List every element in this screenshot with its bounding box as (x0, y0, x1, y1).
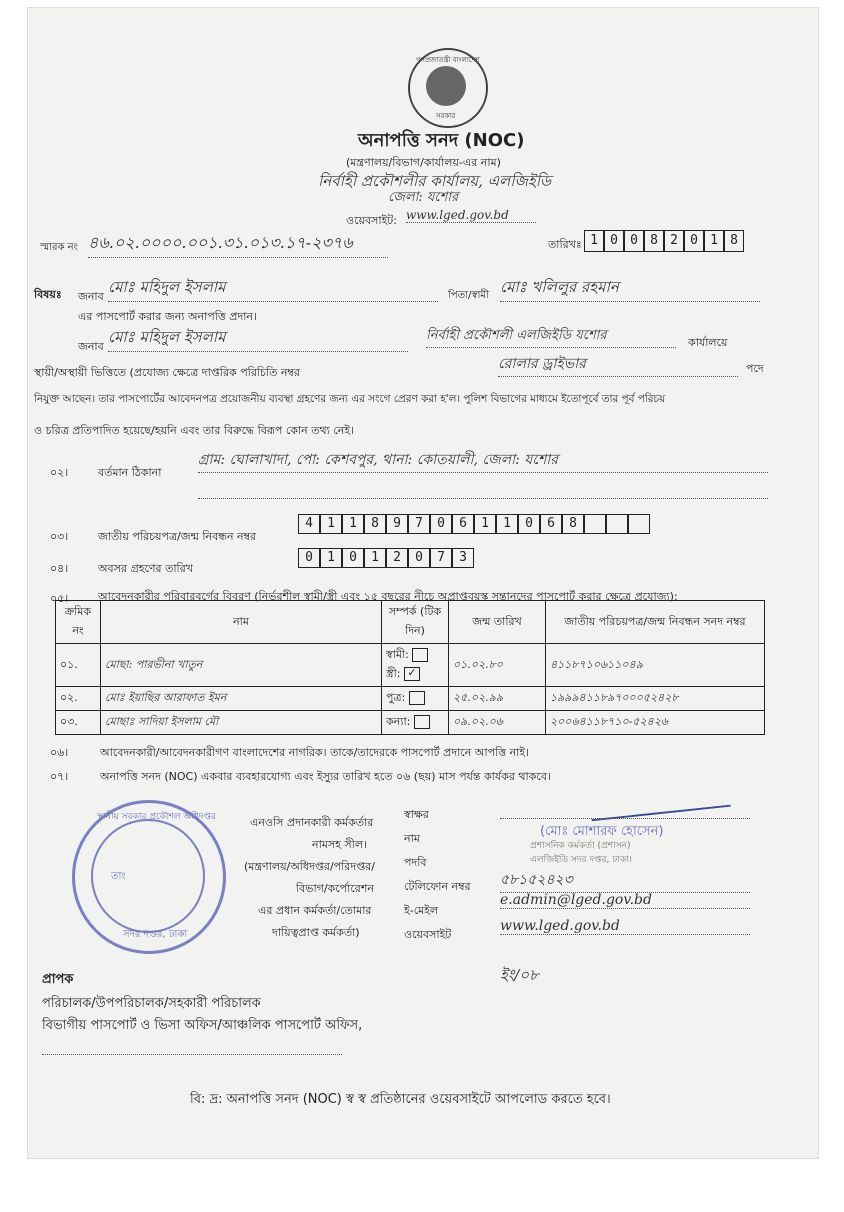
nid-label: জাতীয় পরিচয়পত্র/জন্ম নিবন্ধন নম্বর (98, 530, 257, 543)
body-paragraph-1: নিযুক্ত আছেন। তার পাসপোর্টের আবেদনপত্র প্রয়োজনীয় ব্যবস্থা গ্রহণের জন্য এর সংগে প্রেরণ করা হ'ল। পুলিশ বিভাগের মাধ্যমে ইতোপূর্বে তার পূর্ব পরিচয় (34, 393, 666, 405)
father-name: মোঃ খলিলুর রহমান (500, 276, 760, 302)
nid-digit-box: 4 (298, 514, 320, 534)
email-label: ই-মেইল (404, 904, 439, 917)
issuer-line: এর প্রধান কর্মকর্তা/তোমার (258, 904, 372, 917)
body-applicant-name: মোঃ মহিদুল ইসলাম (108, 326, 408, 352)
retire-digit-box: 1 (320, 548, 342, 568)
family-table (55, 600, 765, 735)
footer-note: বি: দ্র: অনাপত্তি সনদ (NOC) স্ব স্ব প্রতিষ্ঠানের ওয়েবসাইটে আপলোড করতে হবে। (190, 1092, 611, 1107)
memo-label: স্মারক নং (40, 242, 78, 253)
designation-suffix: পদে (746, 362, 764, 375)
initial-note: ইং/০৮ (500, 966, 539, 984)
permanent-text: স্থায়ী/অস্থায়ী ভিত্তিতে (প্রযোজ্য ক্ষেত্রে দাপ্তরিক পরিচিতি নম্বর (34, 366, 300, 379)
issuer-post-office: এলজিইডি সদর দপ্তর, ঢাকা। (530, 855, 633, 865)
issuer-line: নামসহ সীল। (312, 838, 367, 851)
col-name: নাম (101, 601, 382, 644)
table-row (56, 711, 765, 735)
subject-janab: জনাব (78, 290, 104, 303)
recipient-blank-line (42, 1052, 342, 1055)
nid-digit-box (628, 514, 650, 534)
date-digit-box: 8 (644, 230, 664, 252)
item-04-number: ০৪। (50, 562, 69, 575)
row-relation (382, 644, 449, 687)
document-sheet (28, 8, 818, 1158)
family-label: আবেদনকারীর পরিবারবর্গের বিবরণ (নির্ভরশীল স্বামী/স্ত্রী এবং ১৫ বছরের নীচে অপ্রাপ্তবয়স্ক সন্তানদের পাসপোর্ট করার ক্ষেত্রে প্রযোজ্য): (98, 590, 678, 603)
retire-digit-box: 7 (430, 548, 452, 568)
father-label: পিতা/স্বামী (448, 290, 489, 301)
body-janab: জনাব (78, 340, 104, 353)
retire-digit-box: 2 (386, 548, 408, 568)
government-seal-icon (408, 48, 488, 128)
row-id: ৪১১৮৭১০৬১১০৪৯ (546, 644, 765, 687)
col-dob: জন্ম তারিখ (449, 601, 546, 644)
seal-center-text: তাং (111, 871, 126, 882)
table-row (56, 687, 765, 711)
memo-number: ৪৬.০২.০০০০.০০১.৩১.০১৩.১৭-২৩৭৬ (88, 230, 388, 258)
website-value: www.lged.gov.bd (406, 208, 536, 223)
seal-emblem (426, 66, 466, 106)
nid-boxes (298, 514, 650, 534)
nid-digit-box: 0 (430, 514, 452, 534)
body-paragraph-2: ও চরিত্র প্রতিপাদিত হয়েছে/হয়নি এবং তার বিরুদ্ধে বিরূপ কোন তথ্য নেই। (34, 424, 354, 437)
nid-digit-box: 1 (496, 514, 518, 534)
office-name: নির্বাহী প্রকৌশলীর কার্যালয়, এলজিইডি (318, 172, 552, 190)
name-label: নাম (404, 832, 420, 845)
item-06-number: ০৬। (50, 746, 69, 759)
date-digit-box: 0 (624, 230, 644, 252)
address-label: বর্তমান ঠিকানা (98, 466, 162, 479)
row-id: ২০০৬৪১১৮৭১০-৫২৪২৬ (546, 711, 765, 735)
item-07-number: ০৭। (50, 770, 69, 783)
date-digit-box: 0 (604, 230, 624, 252)
nid-digit-box: 8 (364, 514, 386, 534)
seal-bottom-text: সদর দপ্তর, ঢাকা (123, 929, 188, 940)
item-05-number: ০৫। (50, 592, 69, 605)
nid-digit-box: 1 (342, 514, 364, 534)
designation: রোলার ড্রাইভার (498, 352, 738, 377)
row-name: মোছাঃ সাদিয়া ইসলাম মৌ (101, 711, 382, 735)
signature-line (500, 816, 750, 819)
applicant-name: মোঃ মহিদুল ইসলাম (108, 276, 438, 302)
issuer-email: e.admin@lged.gov.bd (500, 892, 750, 909)
phone-label: টেলিফোন নম্বর (404, 880, 471, 893)
nid-digit-box: 7 (408, 514, 430, 534)
retire-digit-box: 0 (342, 548, 364, 568)
date-digit-box: 2 (664, 230, 684, 252)
retire-digit-box: 3 (452, 548, 474, 568)
relation-checkbox (409, 691, 425, 705)
nid-digit-box (584, 514, 606, 534)
retire-label: অবসর গ্রহণের তারিখ (98, 562, 193, 575)
seal-inner-ring (91, 819, 205, 933)
body-office: নির্বাহী প্রকৌশলী এলজিইডি যশোর (426, 326, 676, 348)
date-digit-box: 8 (724, 230, 744, 252)
nid-digit-box: 8 (562, 514, 584, 534)
row-serial: ০৩. (56, 711, 101, 735)
issuer-website: www.lged.gov.bd (500, 918, 750, 935)
relation-checkbox (414, 715, 430, 729)
issuer-name: (মোঃ মোশারফ হোসেন) (540, 824, 664, 839)
post-label: পদবি (404, 856, 427, 869)
recipient-line-2: বিভাগীয় পাসপোর্ট ও ভিসা অফিস/আঞ্চলিক পাসপোর্ট অফিস, (42, 1018, 363, 1033)
seal-ring-text: গণপ্রজাতন্ত্রী বাংলাদেশ (416, 56, 480, 64)
date-digit-box: 1 (704, 230, 724, 252)
row-relation (382, 687, 449, 711)
col-relation: সম্পর্ক (টিক দিন) (382, 601, 449, 644)
nid-digit-box (606, 514, 628, 534)
relation-label: স্বামী: (386, 648, 409, 661)
col-serial: ক্রমিক নং (56, 601, 101, 644)
nid-digit-box: 6 (540, 514, 562, 534)
relation-label: কন্যা: (386, 715, 411, 728)
issuer-line: বিভাগ/কর্পোরেশন (296, 882, 374, 895)
item-03-number: ০৩। (50, 530, 69, 543)
row-serial: ০১. (56, 644, 101, 687)
subject-label: বিষয়ঃ (34, 288, 62, 301)
row-name: মোঃ ইয়াছির আরাফাত ইমন (101, 687, 382, 711)
date-digit-box: 0 (684, 230, 704, 252)
subject-line2: এর পাসপোর্ট করার জন্য অনাপত্তি প্রদান। (78, 310, 257, 323)
retire-date-boxes (298, 548, 474, 568)
seal-bottom-text: সরকার (436, 112, 456, 120)
row-relation (382, 711, 449, 735)
page-title: অনাপত্তি সনদ (NOC) (358, 130, 525, 151)
retire-digit-box: 0 (408, 548, 430, 568)
nid-digit-box: 0 (518, 514, 540, 534)
issuer-line: এনওসি প্রদানকারী কর্মকর্তার (250, 816, 374, 829)
issuer-line: (মন্ত্রণালয়/অধিদপ্তর/পরিদপ্তর/ (244, 860, 375, 873)
row-name: মোছা: পারভীনা খাতুন (101, 644, 382, 687)
seal-ring-text: স্থানীয় সরকার প্রকৌশল অধিদপ্তর (97, 812, 216, 822)
nid-digit-box: 1 (474, 514, 496, 534)
office-seal-icon (72, 800, 226, 954)
issuer-line: দায়িত্বপ্রাপ্ত কর্মকর্তা) (272, 926, 360, 939)
relation-label: স্ত্রী: (386, 667, 401, 680)
address-value: গ্রাম: ঘোলাখাদা, পো: কেশবপুর, থানা: কোতয়ালী, জেলা: যশোর (198, 448, 768, 473)
date-boxes (584, 230, 744, 252)
date-digit-box: 1 (584, 230, 604, 252)
relation-checkbox-checked: ✓ (404, 667, 420, 681)
website-field-label: ওয়েবসাইট (404, 928, 452, 941)
item-02-number: ০২। (50, 466, 69, 479)
nid-digit-box: 9 (386, 514, 408, 534)
website-label: ওয়েবসাইট: (346, 214, 397, 227)
issuer-phone: ৫৮১৫২৪২৩ (500, 868, 750, 893)
issuer-post: প্রশাসনিক কর্মকর্তা (প্রশাসন) (530, 841, 631, 851)
declaration-07: অনাপত্তি সনদ (NOC) একবার ব্যবহারযোগ্য এবং ইস্যুর তারিখ হতে ০৬ (ছয়) মাস পর্যন্ত কার্যকর থাকবে। (100, 770, 551, 783)
row-dob: ০১.০২.৮০ (449, 644, 546, 687)
nid-digit-box: 6 (452, 514, 474, 534)
declaration-06: আবেদনকারী/আবেদনকারীগণ বাংলাদেশের নাগরিক। তাকে/তাদেরকে পাসপোর্ট প্রদানে আপত্তি নাই। (100, 746, 530, 759)
date-label: তারিখঃ (548, 238, 582, 251)
retire-digit-box: 1 (364, 548, 386, 568)
row-dob: ২৫.০২.৯৯ (449, 687, 546, 711)
family-table-header (56, 601, 765, 644)
office-district: জেলা: যশোর (388, 190, 459, 205)
nid-digit-box: 1 (320, 514, 342, 534)
signature-label: স্বাক্ষর (404, 808, 429, 821)
relation-label: পুত্র: (386, 691, 406, 704)
row-id: ১৯৯৯৪১১৮৯৭০০০৫২৪২৮ (546, 687, 765, 711)
recipient-line-1: পরিচালক/উপপরিচালক/সহকারী পরিচালক (42, 996, 261, 1011)
address-blank-line (198, 496, 768, 499)
retire-digit-box: 0 (298, 548, 320, 568)
row-serial: ০২. (56, 687, 101, 711)
col-id-number: জাতীয় পরিচয়পত্র/জন্ম নিবন্ধন সনদ নম্বর (546, 601, 765, 644)
page-subtitle: (মন্ত্রণালয়/বিভাগ/কার্যালয়-এর নাম) (346, 156, 501, 169)
table-row (56, 644, 765, 687)
office-suffix: কার্যালয়ে (688, 336, 728, 349)
recipient-label: প্রাপক (42, 972, 74, 987)
row-dob: ০৯.০২.০৬ (449, 711, 546, 735)
relation-checkbox (412, 648, 428, 662)
